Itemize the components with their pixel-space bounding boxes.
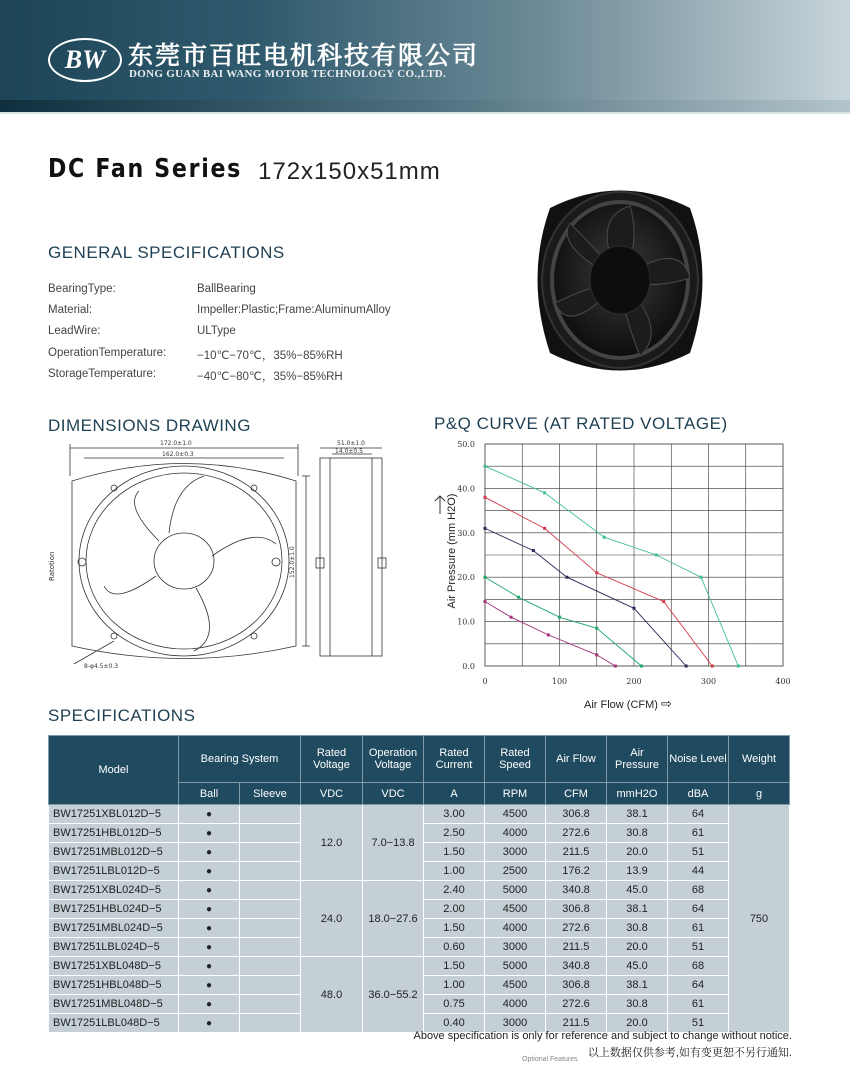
x-tick-label: 200 (626, 677, 642, 686)
table-cell-speed: 4000 (485, 995, 546, 1014)
table-cell-air-flow: 306.8 (546, 976, 607, 995)
series-line (485, 528, 686, 666)
y-tick-label: 10.0 (457, 617, 475, 627)
series-point (510, 616, 513, 619)
table-cell-model: BW17251LBL048D−5 (49, 1014, 179, 1033)
table-cell-operation-voltage: 18.0−27.6 (363, 881, 424, 957)
pq-heading: P&Q CURVE (AT RATED VOLTAGE) (434, 414, 728, 433)
th-unit-g: g (729, 783, 790, 805)
table-cell-ball: ● (179, 1014, 240, 1033)
th-rated-speed: Rated Speed (485, 736, 546, 783)
series-title: DC Fan Series (48, 154, 243, 184)
pq-x-axis-label-text: Air Flow (CFM) (584, 699, 658, 711)
table-cell-ball: ● (179, 976, 240, 995)
table-cell-model: BW17251XBL048D−5 (49, 957, 179, 976)
table-cell-sleeve (240, 919, 301, 938)
y-tick-label: 50.0 (457, 440, 475, 449)
y-tick-label: 40.0 (457, 484, 475, 494)
table-cell-model: BW17251MBL012D−5 (49, 843, 179, 862)
table-cell-model: BW17251HBL048D−5 (49, 976, 179, 995)
table-cell-noise: 51 (668, 1014, 729, 1033)
table-cell-noise: 51 (668, 938, 729, 957)
table-cell-current: 1.00 (424, 862, 485, 881)
table-cell-air-pressure: 20.0 (607, 843, 668, 862)
table-cell-speed: 4000 (485, 824, 546, 843)
table-cell-air-pressure: 13.9 (607, 862, 668, 881)
table-cell-air-flow: 306.8 (546, 900, 607, 919)
table-cell-sleeve (240, 843, 301, 862)
table-cell-rated-voltage: 12.0 (301, 805, 363, 881)
table-row (49, 881, 790, 900)
table-cell-air-pressure: 30.8 (607, 995, 668, 1014)
table-cell-air-pressure: 38.1 (607, 976, 668, 995)
series-point (543, 491, 546, 494)
table-cell-noise: 64 (668, 976, 729, 995)
table-cell-air-pressure: 45.0 (607, 881, 668, 900)
table-cell-air-flow: 176.2 (546, 862, 607, 881)
table-cell-speed: 4500 (485, 976, 546, 995)
series-point (484, 600, 487, 603)
table-cell-current: 1.50 (424, 957, 485, 976)
spec-key: Material: (48, 304, 93, 316)
table-cell-air-pressure: 20.0 (607, 1014, 668, 1033)
table-cell-air-flow: 340.8 (546, 957, 607, 976)
spec-value: −40℃−80℃，35%−85%RH (197, 371, 343, 383)
table-cell-air-flow: 306.8 (546, 805, 607, 824)
table-cell-current: 1.50 (424, 919, 485, 938)
disclaimer-cn: 以上数据仅供参考,如有变更恕不另行通知. (587, 1047, 792, 1059)
series-point (558, 616, 561, 619)
specifications-table (48, 735, 790, 1033)
table-cell-sleeve (240, 976, 301, 995)
table-cell-ball: ● (179, 919, 240, 938)
series-point (700, 576, 703, 579)
table-cell-air-flow: 340.8 (546, 881, 607, 900)
table-cell-sleeve (240, 824, 301, 843)
th-rated-current: Rated Current (424, 736, 485, 783)
spec-value: BallBearing (197, 283, 256, 295)
table-cell-air-pressure: 20.0 (607, 938, 668, 957)
table-row (49, 957, 790, 976)
series-point (565, 576, 568, 579)
dim-width-inner: 162.0±0.3 (162, 451, 194, 458)
series-line (485, 466, 738, 666)
table-cell-air-pressure: 30.8 (607, 824, 668, 843)
th-rated-voltage: Rated Voltage (301, 736, 363, 783)
table-cell-sleeve (240, 938, 301, 957)
right-arrow-icon: ⇨ (661, 696, 672, 711)
table-cell-sleeve (240, 862, 301, 881)
series-point (711, 665, 714, 668)
series-point (685, 665, 688, 668)
table-cell-noise: 51 (668, 843, 729, 862)
table-cell-air-flow: 211.5 (546, 938, 607, 957)
th-unit-vdc-op: VDC (363, 783, 424, 805)
series-point (484, 527, 487, 530)
spec-key: LeadWire: (48, 325, 101, 337)
y-tick-label: 0.0 (462, 662, 475, 671)
th-noise-level: Noise Level (668, 736, 729, 783)
table-cell-speed: 2500 (485, 862, 546, 881)
series-point (662, 600, 665, 603)
dim-hole: 8-φ4.5±0.3 (84, 663, 119, 670)
company-logo: BW (48, 38, 122, 82)
series-point (655, 554, 658, 557)
table-cell-model: BW17251HBL012D−5 (49, 824, 179, 843)
table-cell-rated-voltage: 24.0 (301, 881, 363, 957)
table-cell-model: BW17251MBL024D−5 (49, 919, 179, 938)
spec-key: OperationTemperature: (48, 347, 167, 359)
y-tick-label: 20.0 (457, 573, 475, 583)
table-cell-rated-voltage: 48.0 (301, 957, 363, 1033)
th-unit-vdc: VDC (301, 783, 363, 805)
table-cell-noise: 64 (668, 900, 729, 919)
optional-features: Optional Features (522, 1056, 578, 1063)
table-cell-air-pressure: 38.1 (607, 805, 668, 824)
th-unit-rpm: RPM (485, 783, 546, 805)
table-cell-current: 2.40 (424, 881, 485, 900)
series-point (614, 665, 617, 668)
table-cell-sleeve (240, 805, 301, 824)
series-point (484, 496, 487, 499)
table-cell-air-pressure: 30.8 (607, 919, 668, 938)
table-cell-speed: 4000 (485, 919, 546, 938)
table-cell-noise: 68 (668, 881, 729, 900)
series-line (485, 497, 712, 666)
company-name-cn: 东莞市百旺电机科技有限公司 (128, 41, 480, 70)
table-cell-ball: ● (179, 881, 240, 900)
fan-size: 172x150x51mm (258, 158, 441, 185)
th-model: Model (49, 736, 179, 805)
table-cell-speed: 3000 (485, 843, 546, 862)
table-cell-current: 2.00 (424, 900, 485, 919)
fan-photo (530, 178, 710, 383)
series-point (532, 549, 535, 552)
table-row (49, 805, 790, 824)
table-cell-current: 0.60 (424, 938, 485, 957)
header-stripe-light (0, 112, 850, 114)
dim-depth-2: 14.0±0.5 (335, 448, 363, 455)
table-cell-noise: 61 (668, 995, 729, 1014)
spec-key: BearingType: (48, 283, 116, 295)
table-cell-model: BW17251XBL024D−5 (49, 881, 179, 900)
general-spec-heading: GENERAL SPECIFICATIONS (48, 243, 285, 262)
series-point (603, 536, 606, 539)
spec-value: −10℃−70℃，35%−85%RH (197, 350, 343, 362)
disclaimer-en: Above specification is only for reference and subject to change without notice. (413, 1030, 792, 1042)
table-cell-ball: ● (179, 862, 240, 881)
spec-value: Impeller:Plastic;Frame:AluminumAlloy (197, 304, 391, 316)
table-cell-speed: 5000 (485, 957, 546, 976)
series-point (547, 633, 550, 636)
table-cell-current: 0.40 (424, 1014, 485, 1033)
table-cell-speed: 4500 (485, 900, 546, 919)
table-cell-ball: ● (179, 957, 240, 976)
spec-value: ULType (197, 325, 236, 337)
table-cell-current: 2.50 (424, 824, 485, 843)
th-unit-mmh2o: mmH2O (607, 783, 668, 805)
company-name-en: DONG GUAN BAI WANG MOTOR TECHNOLOGY CO.,LTD. (129, 68, 447, 80)
y-tick-label: 30.0 (457, 528, 475, 538)
table-cell-noise: 64 (668, 805, 729, 824)
table-cell-model: BW17251MBL048D−5 (49, 995, 179, 1014)
dimensions-heading: DIMENSIONS DRAWING (48, 416, 251, 435)
table-cell-air-flow: 272.6 (546, 824, 607, 843)
th-ball: Ball (179, 783, 240, 805)
table-cell-ball: ● (179, 900, 240, 919)
series-point (633, 607, 636, 610)
series-point (517, 596, 520, 599)
dim-depth: 51.0±1.0 (337, 440, 365, 447)
table-cell-operation-voltage: 7.0−13.8 (363, 805, 424, 881)
table-cell-sleeve (240, 1014, 301, 1033)
table-cell-speed: 4500 (485, 805, 546, 824)
table-cell-air-flow: 211.5 (546, 1014, 607, 1033)
table-cell-current: 3.00 (424, 805, 485, 824)
table-cell-sleeve (240, 900, 301, 919)
series-point (484, 465, 487, 468)
th-bearing-system: Bearing System (179, 736, 301, 783)
th-air-flow: Air Flow (546, 736, 607, 783)
table-cell-air-pressure: 38.1 (607, 900, 668, 919)
th-air-pressure: Air Pressure (607, 736, 668, 783)
table-cell-speed: 3000 (485, 938, 546, 957)
th-unit-a: A (424, 783, 485, 805)
th-unit-dba: dBA (668, 783, 729, 805)
table-cell-sleeve (240, 957, 301, 976)
table-cell-air-flow: 272.6 (546, 995, 607, 1014)
x-tick-label: 300 (700, 677, 717, 686)
table-cell-noise: 61 (668, 919, 729, 938)
series-point (543, 527, 546, 530)
table-cell-current: 1.50 (424, 843, 485, 862)
y-arrow-icon (435, 496, 445, 514)
table-cell-speed: 5000 (485, 881, 546, 900)
table-cell-noise: 68 (668, 957, 729, 976)
table-cell-sleeve (240, 995, 301, 1014)
table-cell-air-flow: 211.5 (546, 843, 607, 862)
x-tick-label: 0 (482, 677, 488, 686)
pq-chart (430, 436, 830, 694)
pq-x-axis-label (584, 696, 672, 712)
series-point (595, 653, 598, 656)
dimensions-drawing (44, 436, 389, 676)
table-cell-ball: ● (179, 938, 240, 957)
table-cell-model: BW17251LBL024D−5 (49, 938, 179, 957)
series-point (737, 665, 740, 668)
th-sleeve: Sleeve (240, 783, 301, 805)
table-cell-model: BW17251HBL024D−5 (49, 900, 179, 919)
pq-y-axis-label: Air Pressure (mm H2O) (446, 493, 458, 609)
series-point (484, 576, 487, 579)
table-cell-sleeve (240, 881, 301, 900)
table-cell-air-flow: 272.6 (546, 919, 607, 938)
header-stripe (0, 100, 850, 112)
x-tick-label: 400 (775, 677, 791, 686)
table-cell-model: BW17251LBL012D−5 (49, 862, 179, 881)
table-cell-ball: ● (179, 824, 240, 843)
table-cell-current: 0.75 (424, 995, 485, 1014)
table-cell-model: BW17251XBL012D−5 (49, 805, 179, 824)
th-operation-voltage: Operation Voltage (363, 736, 424, 783)
table-cell-operation-voltage: 36.0−55.2 (363, 957, 424, 1033)
series-point (595, 627, 598, 630)
table-cell-current: 1.00 (424, 976, 485, 995)
table-cell-ball: ● (179, 843, 240, 862)
rotation-label: Ratotion (48, 551, 56, 581)
spec-key: StorageTemperature: (48, 368, 157, 380)
table-cell-noise: 44 (668, 862, 729, 881)
x-tick-label: 100 (551, 677, 568, 686)
table-cell-weight: 750 (729, 805, 790, 1033)
table-cell-ball: ● (179, 805, 240, 824)
table-cell-air-pressure: 45.0 (607, 957, 668, 976)
table-cell-ball: ● (179, 995, 240, 1014)
th-unit-cfm: CFM (546, 783, 607, 805)
table-cell-speed: 3000 (485, 1014, 546, 1033)
th-weight: Weight (729, 736, 790, 783)
dim-width-outer: 172.0±1.0 (160, 440, 192, 447)
series-point (595, 571, 598, 574)
series-point (640, 665, 643, 668)
table-cell-noise: 61 (668, 824, 729, 843)
dim-height: 152.0±1.0 (289, 546, 296, 578)
specifications-heading: SPECIFICATIONS (48, 706, 196, 725)
